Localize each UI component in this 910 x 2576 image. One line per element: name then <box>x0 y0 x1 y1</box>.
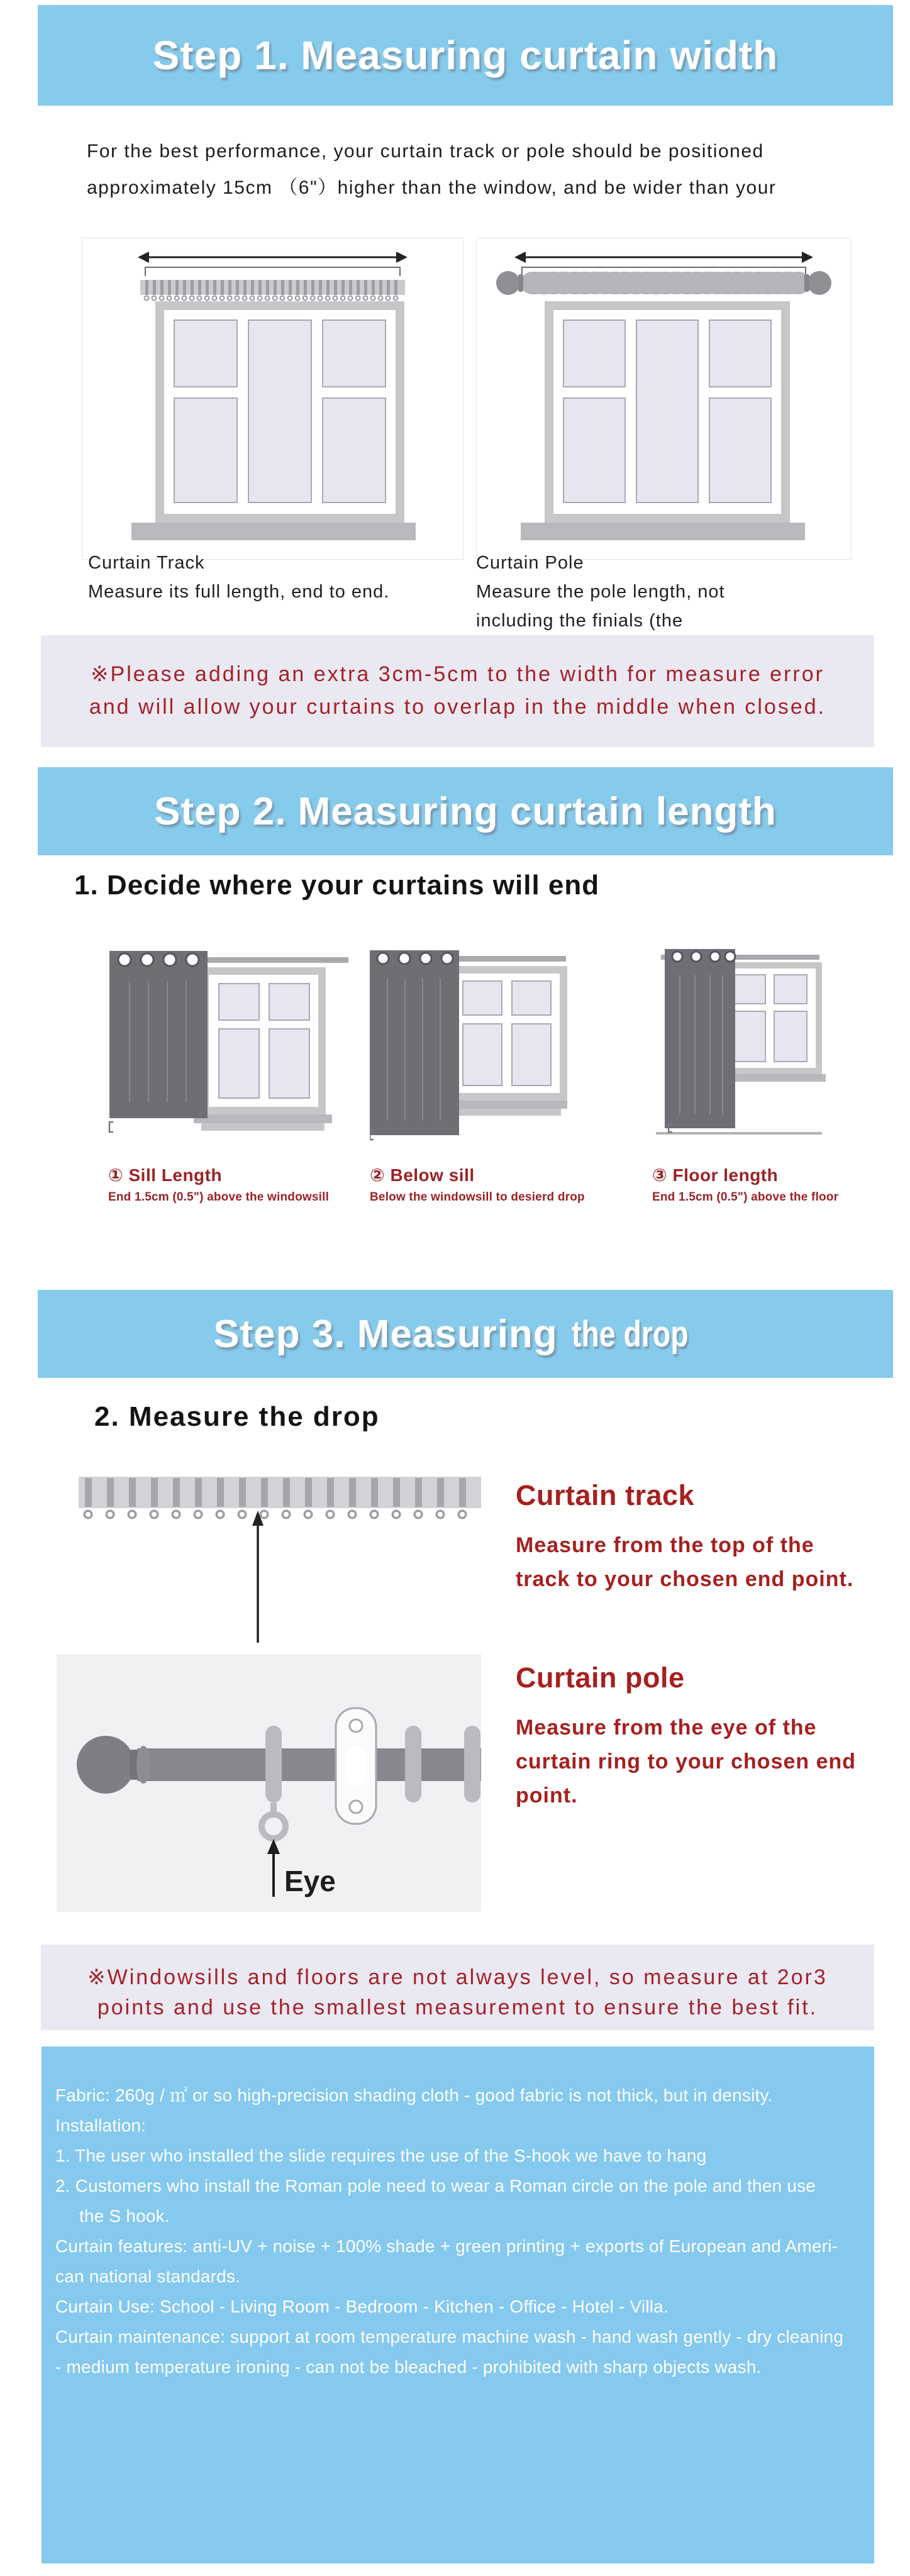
curtain-pole-window-diagram <box>477 238 851 556</box>
below-sill-desc: Below the windowsill to desierd drop <box>370 1191 585 1204</box>
curtain-track-icon <box>140 280 405 298</box>
step3-note-line2: points and use the smallest measurement to ensure the best fit. <box>97 1996 818 2019</box>
curtain-pole-caption-line1: Measure the pole length, not <box>476 582 725 602</box>
step1-note <box>41 635 874 747</box>
curtain-track-diagram-box <box>82 238 463 560</box>
eye-label: Eye <box>284 1865 336 1897</box>
floor-length-desc: End 1.5cm (0.5") above the floor <box>652 1191 839 1204</box>
step1-banner-title: Step 1. Measuring curtain width <box>152 33 779 78</box>
curtain-pole-title: Curtain pole <box>516 1662 685 1694</box>
info-fabric: Fabric: 260g / ㎡ or so high-precision shading cloth - good fabric is not thick, but in density. <box>55 2085 773 2105</box>
curtain-icon <box>370 950 459 1135</box>
width-arrow-icon <box>138 252 408 263</box>
step3-banner <box>38 1290 893 1378</box>
window-icon <box>194 967 332 1131</box>
below-sill-option <box>370 943 585 1204</box>
curtain-pole-caption-line2: including the finials (the <box>476 611 684 631</box>
step1-diagrams <box>82 238 852 560</box>
curtain-track-strip-diagram <box>79 1470 481 1659</box>
step1-note-line1: ※Please adding an extra 3cm-5cm to the width for measure error <box>91 662 824 686</box>
step3-banner-subtitle: the drop <box>571 1313 689 1355</box>
up-arrow-icon <box>267 1839 280 1897</box>
sill-length-desc: End 1.5cm (0.5") above the windowsill <box>108 1191 330 1204</box>
sill-length-label: ① Sill Length <box>108 1165 223 1185</box>
bracket-plate-icon <box>336 1708 376 1824</box>
info-features: Curtain features: anti-UV + noise + 100% shade + green printing + exports of European and Ameri- <box>55 2236 838 2256</box>
floor-length-label: ③ Floor length <box>652 1165 779 1185</box>
info-install-step2: 2. Customers who install the Roman pole need to wear a Roman circle on the pole and then use <box>55 2176 816 2196</box>
curtain-pole-body-line1: Measure from the eye of the <box>516 1716 817 1740</box>
info-maintenance-cont: - medium temperature ironing - can not be bleached - prohibited with sharp objects wash. <box>55 2357 762 2377</box>
curtain-track-body <box>516 1528 853 1596</box>
curtain-pole-body-line3: point. <box>516 1784 578 1807</box>
step3-note-line1: ※Windowsills and floors are not always level, so measure at 2or3 <box>87 1965 828 1989</box>
curtain-track-art <box>79 1470 481 1662</box>
info-install-step2b: the S hook. <box>79 2206 170 2226</box>
curtain-track-window-diagram <box>82 238 463 556</box>
curtain-pole-caption-title: Curtain Pole <box>476 553 584 573</box>
step1-intro <box>87 133 776 206</box>
curtain-track-icon <box>79 1477 481 1514</box>
curtain-pole-body-line2: curtain ring to your chosen end <box>516 1750 857 1774</box>
info-installation: Installation: <box>55 2116 147 2135</box>
step3-note <box>41 1945 874 2030</box>
curtain-track-instructions <box>516 1479 853 1596</box>
curtain-pole-icon <box>496 271 831 295</box>
curtain-pole-diagram-box <box>476 238 852 560</box>
step1-note-line2: and will allow your curtains to overlap in the middle when closed. <box>89 695 826 719</box>
info-features-cont: can national standards. <box>55 2267 241 2286</box>
info-maintenance: Curtain maintenance: support at room temperature machine wash - hand wash gently - dry cleaning <box>55 2327 844 2346</box>
step1-intro-line1: For the best performance, your curtain track or pole should be positioned <box>87 141 764 162</box>
window-icon <box>521 301 805 540</box>
curtain-pole-art <box>57 1654 481 1912</box>
step2-banner-title: Step 2. Measuring curtain length <box>154 789 777 833</box>
info-install-step1: 1. The user who installed the slide requires the use of the S-hook we have to hang <box>55 2146 707 2165</box>
step2-banner <box>38 767 893 855</box>
up-arrow-icon <box>252 1511 264 1643</box>
curtain-track-body-line2: track to your chosen end point. <box>516 1567 854 1591</box>
curtain-icon <box>665 949 735 1128</box>
curtain-track-caption <box>88 548 465 606</box>
width-arrow-icon <box>514 252 813 263</box>
floor-length-option <box>652 943 839 1204</box>
curtain-track-caption-title: Curtain Track <box>88 553 205 573</box>
curtain-icon <box>109 951 208 1118</box>
product-info-box <box>42 2046 874 2563</box>
measure-tick <box>109 1122 113 1132</box>
curtain-track-caption-line: Measure its full length, end to end. <box>88 582 390 602</box>
curtain-pole-body <box>516 1711 856 1813</box>
sill-length-diagram <box>108 943 355 1141</box>
step3-banner-title: Step 3. Measuring <box>213 1312 558 1356</box>
step3-heading: 2. Measure the drop <box>94 1401 380 1432</box>
measure-bracket <box>145 267 400 276</box>
step2-heading: 1. Decide where your curtains will end <box>74 870 600 901</box>
ring-eye-icon <box>262 1802 286 1838</box>
floor-length-diagram <box>652 943 826 1141</box>
curtain-track-body-line1: Measure from the top of the <box>516 1533 814 1557</box>
window-icon <box>131 301 416 540</box>
step1-intro-line2: approximately 15cm （6"）higher than the window, and be wider than your <box>87 177 777 198</box>
curtain-pole-caption <box>476 548 879 635</box>
curtain-pole-closeup-diagram <box>57 1654 481 1912</box>
curtain-pole-instructions <box>516 1662 856 1813</box>
curtain-track-title: Curtain track <box>516 1479 695 1511</box>
sill-length-option <box>108 943 355 1204</box>
info-use: Curtain Use: School - Living Room - Bedroom - Kitchen - Office - Hotel - Villa. <box>55 2297 669 2316</box>
below-sill-label: ② Below sill <box>370 1165 475 1185</box>
step1-banner <box>38 5 893 106</box>
below-sill-diagram <box>370 943 572 1141</box>
